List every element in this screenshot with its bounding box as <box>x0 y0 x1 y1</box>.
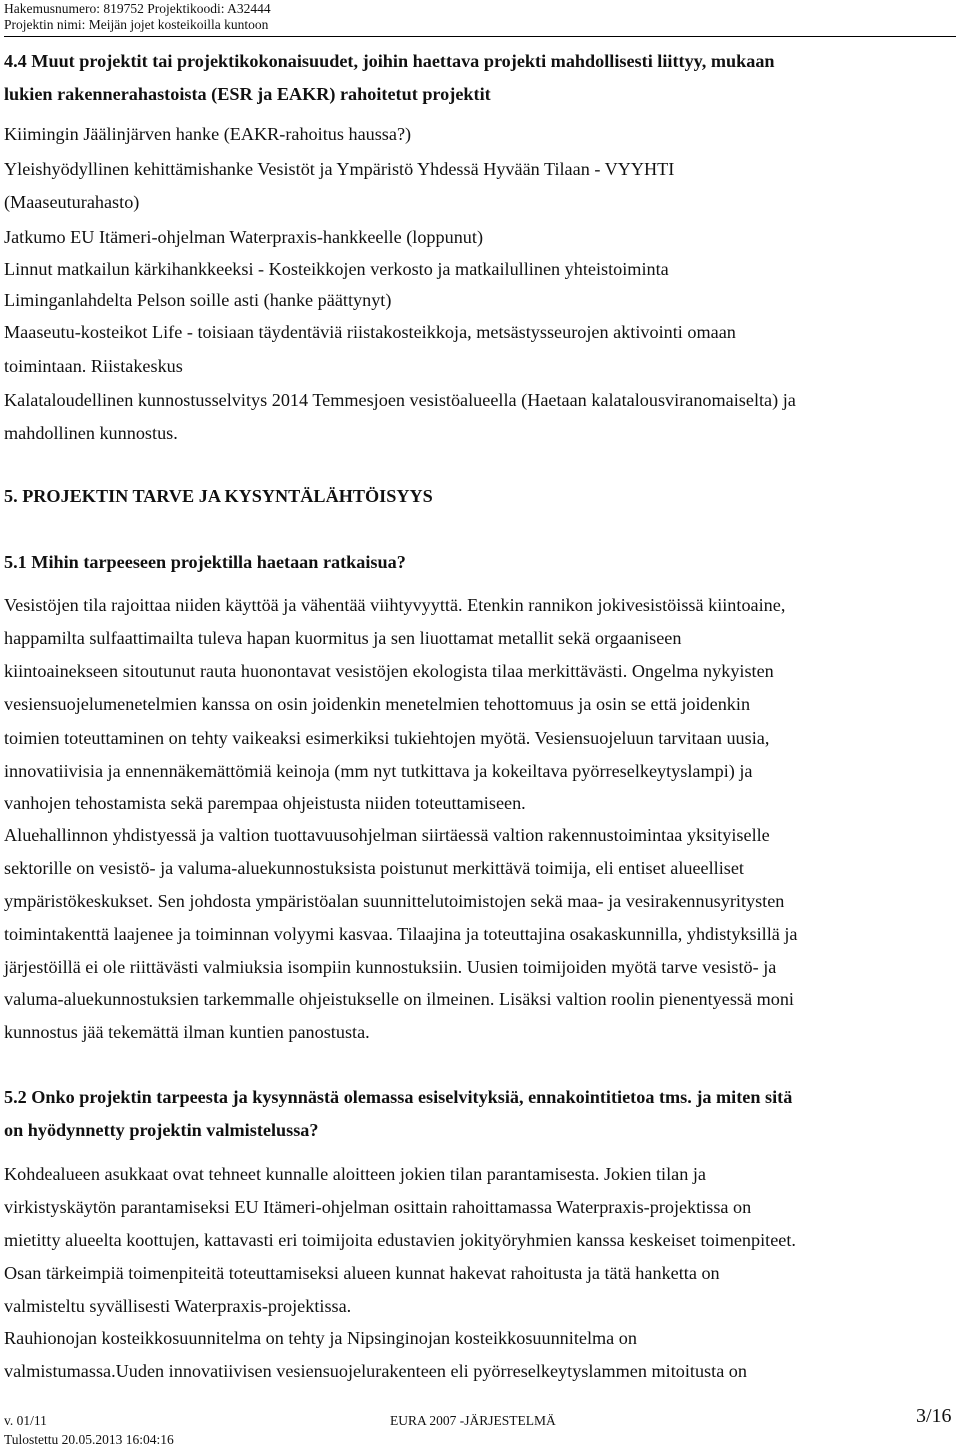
application-number: Hakemusnumero: 819752 Projektikoodi: A32444 <box>4 1 271 16</box>
text-line: valmistumassa.Uuden innovatiivisen vesiensuojelurakenteen eli pyörreselkeytyslammen mitoitusta on <box>4 1361 747 1381</box>
text-line: valuma-aluekunnostuksien tarkemmalle ohjeistukselle on ilmeinen. Lisäksi valtion roolin pienentyessä moni <box>4 989 794 1009</box>
text-line: Kiimingin Jäälinjärven hanke (EAKR-rahoitus haussa?) <box>4 124 412 144</box>
text-line: virkistyskäytön parantamiseksi EU Itämeri-ohjelman osittain rahoittamassa Waterpraxis-projektissa on <box>4 1197 752 1217</box>
text-line: valmisteltu syvällisesti Waterpraxis-projektissa. <box>4 1296 352 1316</box>
page-number: 3/16 <box>916 1405 952 1427</box>
version-label: v. 01/11 <box>4 1413 47 1428</box>
section-5-2-heading: 5.2 Onko projektin tarpeesta ja kysynnästä olemassa esiselvityksiä, ennakointitietoa tms. ja miten sitä <box>4 1087 793 1107</box>
text-line: toimintakenttä laajenee ja toiminnan volyymi kasvaa. Tilaajina ja toteuttajina osakaskunnilla, yhdistyksillä ja <box>4 924 798 944</box>
text-line: Kalataloudellinen kunnostusselvitys 2014 Temmesjoen vesistöalueella (Haetaan kalatalousviranomaiselta) ja <box>4 390 796 410</box>
header-divider <box>4 36 956 37</box>
text-line: mahdollinen kunnostus. <box>4 423 178 443</box>
text-line: Jatkumo EU Itämeri-ohjelman Waterpraxis-hankkeelle (loppunut) <box>4 227 484 247</box>
section-5-2-heading-cont: on hyödynnetty projektin valmistelussa? <box>4 1120 319 1140</box>
text-line: Maaseutu-kosteikot Life - toisiaan täydentäviä riistakosteikkoja, metsästysseurojen aktivointi omaan <box>4 322 736 342</box>
text-line: innovatiivisia ja ennennäkemättömiä keinoja (mm nyt tutkittava ja kokeiltava pyörreselkeytyslampi) ja <box>4 761 753 781</box>
print-timestamp: Tulostettu 20.05.2013 16:04:16 <box>4 1432 174 1447</box>
text-line: Kohdealueen asukkaat ovat tehneet kunnalle aloitteen jokien tilan parantamisesta. Jokien tilan ja <box>4 1164 706 1184</box>
section-5-1-heading: 5.1 Mihin tarpeeseen projektilla haetaan ratkaisua? <box>4 552 406 572</box>
section-4-4-heading-cont: lukien rakennerahastoista (ESR ja EAKR) rahoitetut projektit <box>4 84 491 104</box>
text-line: kiintoainekseen sitoutunut rauta huonontavat vesistöjen ekologista tilaa merkittävästi. Ongelma nykyisten <box>4 661 774 681</box>
section-4-4-heading: 4.4 Muut projektit tai projektikokonaisuudet, joihin haettava projekti mahdollisesti liittyy, mukaan <box>4 51 775 71</box>
text-line: toimien toteuttaminen on tehty vaikeaksi esimerkiksi tukiehtojen myötä. Vesiensuojeluun tarvitaan uusia, <box>4 728 770 748</box>
text-line: Yleishyödyllinen kehittämishanke Vesistöt ja Ympäristö Yhdessä Hyvään Tilaan - VYYHTI <box>4 159 675 179</box>
text-line: vesiensuojelumenetelmien kanssa on osin joidenkin menetelmien tehottomuus ja osin se että joidenkin <box>4 694 751 714</box>
text-line: järjestöillä ei ole riittävästi valmiuksia isompiin kunnostuksiin. Uusien toimijoiden myötä tarve vesistö- ja <box>4 957 777 977</box>
text-line: Rauhionojan kosteikkosuunnitelma on tehty ja Nipsinginojan kosteikkosuunnitelma on <box>4 1328 637 1348</box>
text-line: Liminganlahdelta Pelson soille asti (hanke päättynyt) <box>4 290 392 310</box>
text-line: sektorille on vesistö- ja valuma-aluekunnostuksista poistunut merkittävä toimija, eli entiset alueelliset <box>4 858 744 878</box>
section-5-heading: 5. PROJEKTIN TARVE JA KYSYNTÄLÄHTÖISYYS <box>4 486 433 506</box>
text-line: mietitty alueelta koottujen, kattavasti eri toimijoita edustavien jokityöryhmien kanssa keskeiset toimenpiteet. <box>4 1230 796 1250</box>
system-name: EURA 2007 -JÄRJESTELMÄ <box>390 1413 556 1428</box>
text-line: toimintaan. Riistakeskus <box>4 356 183 376</box>
text-line: happamilta sulfaattimailta tuleva hapan kuormitus ja sen liuottamat metallit sekä orgaaniseen <box>4 628 682 648</box>
text-line: (Maaseuturahasto) <box>4 192 140 212</box>
text-line: Linnut matkailun kärkihankkeeksi - Kosteikkojen verkosto ja matkailullinen yhteistoiminta <box>4 259 669 279</box>
text-line: vanhojen tehostamista sekä parempaa ohjeistusta niiden toteuttamiseen. <box>4 793 526 813</box>
text-line: kunnostus jää tekemättä ilman kuntien panostusta. <box>4 1022 370 1042</box>
text-line: Vesistöjen tila rajoittaa niiden käyttöä ja vähentää viihtyvyyttä. Etenkin rannikon jokivesistöissä kiintoaine, <box>4 595 786 615</box>
project-name: Projektin nimi: Meijän jojet kosteikoilla kuntoon <box>4 17 269 32</box>
text-line: Osan tärkeimpiä toimenpiteitä toteuttamiseksi alueen kunnat hakevat rahoitusta ja tätä hanketta on <box>4 1263 720 1283</box>
text-line: Aluehallinnon yhdistyessä ja valtion tuottavuusohjelman siirtäessä valtion rakennustoimintaa yksityiselle <box>4 825 770 845</box>
text-line: ympäristökeskukset. Sen johdosta ympäristöalan suunnittelutoimistojen sekä maa- ja vesirakennusyritysten <box>4 891 785 911</box>
